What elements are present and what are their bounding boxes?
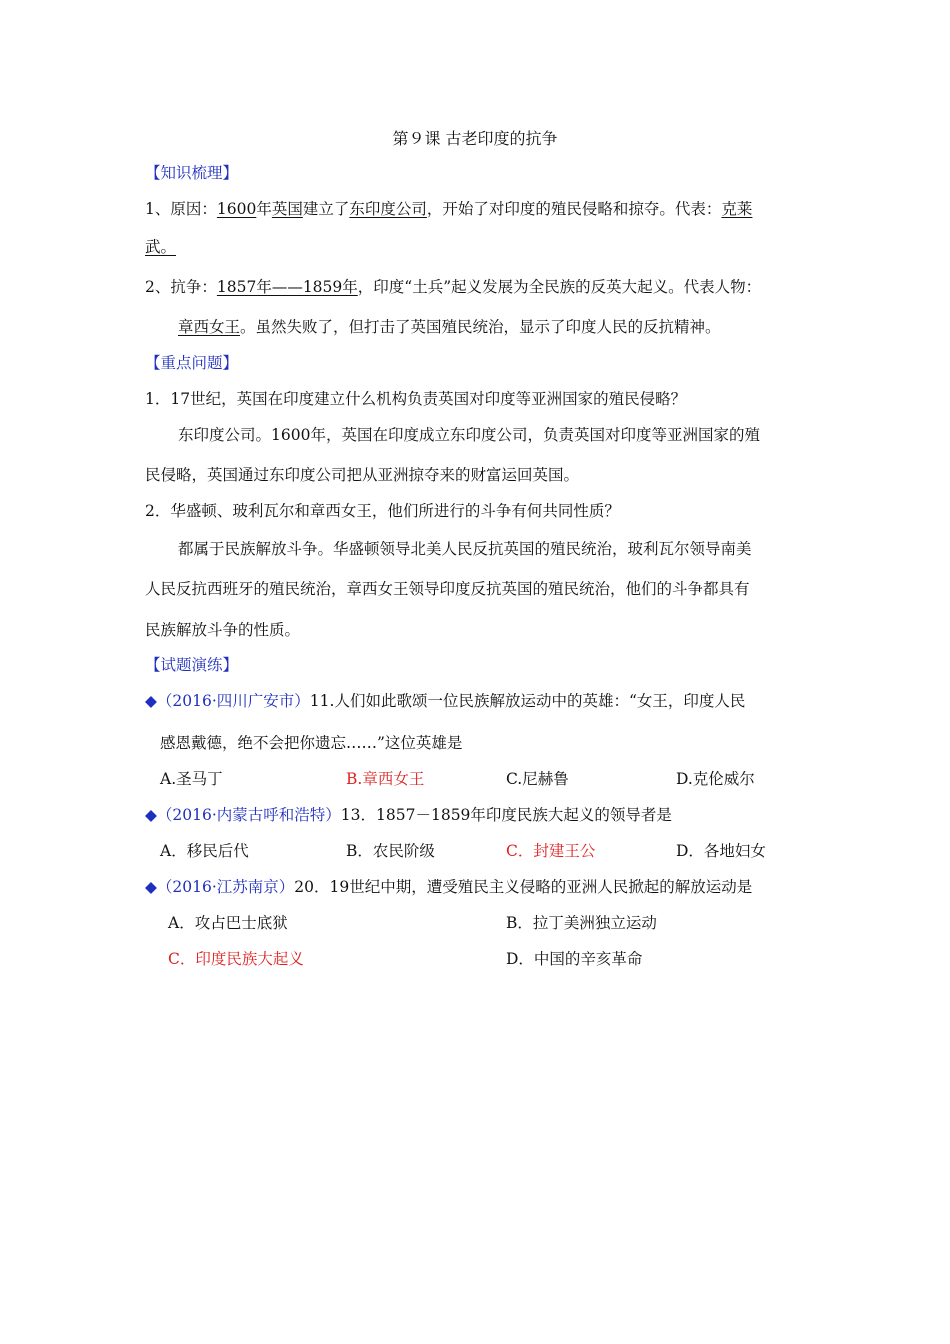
knowledge-item-1-cont bbox=[145, 236, 176, 258]
practice-question-1 bbox=[145, 690, 745, 712]
blank-country: 英国 bbox=[271, 200, 303, 218]
practice-question-1-cont: 感恩戴德，绝不会把你遗忘……”这位英雄是 bbox=[160, 734, 463, 752]
diamond-bullet-icon: ◆ bbox=[145, 692, 157, 710]
section-header-knowledge: 【知识梳理】 bbox=[145, 164, 239, 182]
option-b: B．拉丁美洲独立运动 bbox=[506, 914, 657, 932]
knowledge-item-1 bbox=[145, 198, 752, 220]
option-d: D.克伦威尔 bbox=[676, 770, 755, 788]
text: 建立了 bbox=[302, 200, 350, 218]
text: 1、原因： bbox=[145, 200, 217, 218]
option-c-answer: C．印度民族大起义 bbox=[168, 950, 304, 968]
diamond-bullet-icon: ◆ bbox=[145, 878, 157, 896]
key-answer-1-line-1: 东印度公司。1600年，英国在印度成立东印度公司，负责英国对印度等亚洲国家的殖 bbox=[178, 426, 760, 444]
blank-representative-cont: 武。 bbox=[145, 238, 177, 256]
option-a: A.圣马丁 bbox=[160, 770, 223, 788]
option-a: A．攻占巴士底狱 bbox=[168, 914, 288, 932]
key-answer-2-line-1: 都属于民族解放斗争。华盛顿领导北美人民反抗英国的殖民统治，玻利瓦尔领导南美 bbox=[178, 540, 752, 558]
option-d: D．中国的辛亥革命 bbox=[506, 950, 643, 968]
practice-question-2 bbox=[145, 804, 672, 826]
key-answer-1-line-2: 民侵略，英国通过东印度公司把从亚洲掠夺来的财富运回英国。 bbox=[145, 466, 580, 484]
page-title: 第９课 古老印度的抗争 bbox=[392, 129, 558, 148]
text: ，印度“土兵”起义发展为全民族的反英大起义。代表人物： bbox=[357, 278, 762, 296]
knowledge-item-2-cont bbox=[178, 316, 721, 338]
question-text: 20．19世纪中期，遭受殖民主义侵略的亚洲人民掀起的解放运动是 bbox=[294, 878, 753, 896]
section-header-key-questions: 【重点问题】 bbox=[145, 354, 239, 372]
key-question-1: 1．17世纪，英国在印度建立什么机构负责英国对印度等亚洲国家的殖民侵略？ bbox=[145, 390, 687, 408]
practice-question-3 bbox=[145, 876, 752, 898]
section-header-practice: 【试题演练】 bbox=[145, 656, 239, 674]
knowledge-item-2 bbox=[145, 276, 761, 298]
option-c-answer: C．封建王公 bbox=[506, 842, 596, 860]
question-text: 11.人们如此歌颂一位民族解放运动中的英雄：“女王，印度人民 bbox=[309, 692, 746, 710]
option-d: D．各地妇女 bbox=[676, 842, 766, 860]
blank-representative: 克莱 bbox=[721, 200, 753, 218]
text: ，开始了对印度的殖民侵略和掠夺。代表： bbox=[426, 200, 722, 218]
option-a: A．移民后代 bbox=[160, 842, 249, 860]
diamond-bullet-icon: ◆ bbox=[145, 806, 157, 824]
question-text: 13．1857－1859年印度民族大起义的领导者是 bbox=[340, 806, 672, 824]
key-answer-2-line-3: 民族解放斗争的性质。 bbox=[145, 621, 301, 639]
key-question-2: 2．华盛顿、玻利瓦尔和章西女王，他们所进行的斗争有何共同性质？ bbox=[145, 502, 620, 520]
text: 。虽然失败了，但打击了英国殖民统治，显示了印度人民的反抗精神。 bbox=[240, 318, 721, 336]
option-b: B．农民阶级 bbox=[346, 842, 435, 860]
text: 年 bbox=[256, 200, 272, 218]
key-answer-2-line-2: 人民反抗西班牙的殖民统治，章西女王领导印度反抗英国的殖民统治，他们的斗争都具有 bbox=[145, 580, 750, 598]
blank-leader: 章西女王 bbox=[178, 318, 241, 336]
question-source: （2016·江苏南京） bbox=[156, 878, 295, 896]
option-b-answer: B.章西女王 bbox=[346, 770, 425, 788]
blank-period: 1857年——1859年 bbox=[216, 278, 358, 296]
option-c: C.尼赫鲁 bbox=[506, 770, 569, 788]
blank-company: 东印度公司 bbox=[349, 200, 427, 218]
blank-year: 1600 bbox=[216, 200, 257, 218]
text: 2、抗争： bbox=[145, 278, 217, 296]
question-source: （2016·内蒙古呼和浩特） bbox=[156, 806, 341, 824]
question-source: （2016·四川广安市） bbox=[156, 692, 310, 710]
